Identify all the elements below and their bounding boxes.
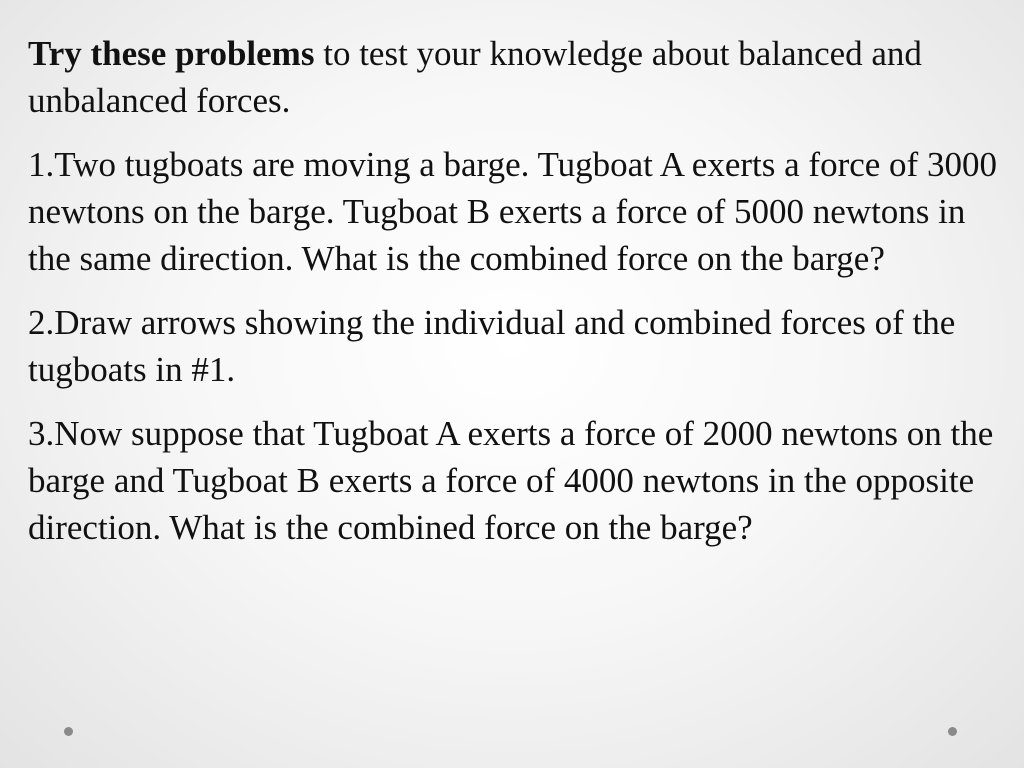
bottom-left-dot (64, 727, 73, 736)
bottom-right-dot (948, 727, 957, 736)
intro-paragraph (28, 30, 1000, 124)
problem-1: 1.Two tugboats are moving a barge. Tugboat A exerts a force of 3000 newtons on the barge. Tugboat B exerts a force of 5000 newtons in the same direction. What is the combined force on the barge? (28, 145, 997, 278)
problem-3: 3.Now suppose that Tugboat A exerts a force of 2000 newtons on the barge and Tugboat B exerts a force of 4000 newtons in the opposite direction. What is the combined force on the barge? (28, 414, 994, 547)
intro-bold-text: Try these problems (28, 34, 315, 73)
slide-body (28, 30, 1000, 568)
intro-text: to test your knowledge about balanced and unbalanced forces. (28, 34, 922, 120)
problem-2: 2.Draw arrows showing the individual and combined forces of the tugboats in #1. (28, 303, 956, 389)
